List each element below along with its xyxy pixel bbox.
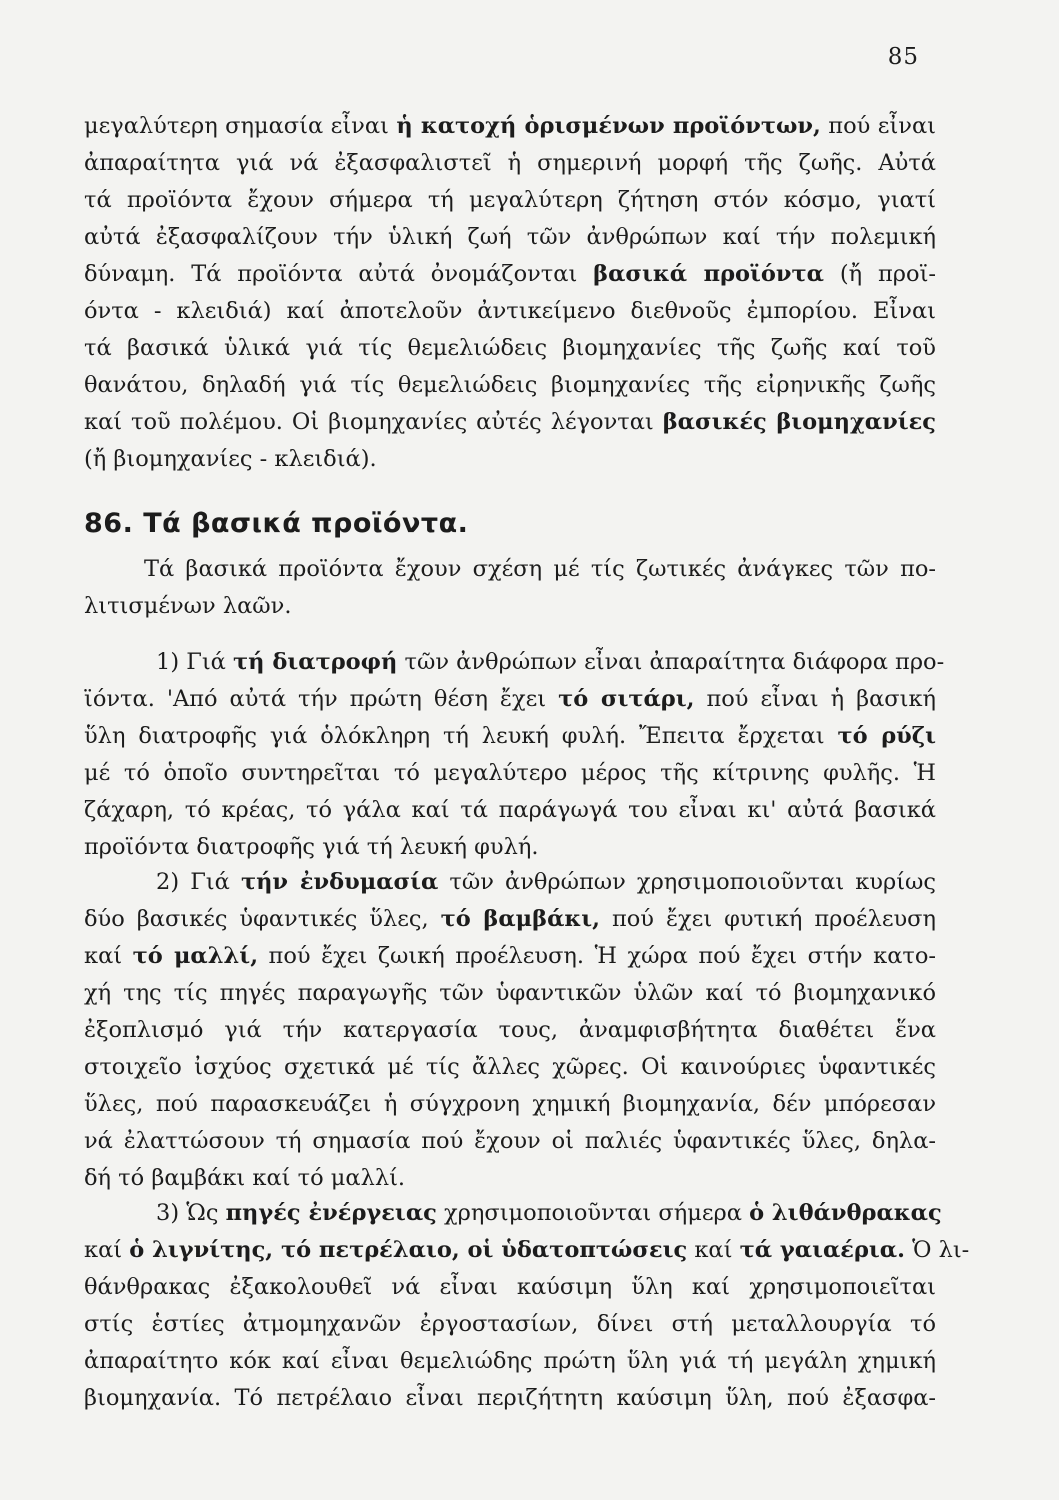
paragraph-energy: [84, 1195, 970, 1417]
text-line: Τά βασικά προϊόντα ἔχουν σχέση μέ τίς ζωτικές ἀνάγκες τῶν πο-: [144, 556, 936, 582]
text-line: θάνθρακας ἐξακολουθεῖ νά εἶναι καύσιμη ὕλη καί χρησιμοποιεῖται: [84, 1274, 936, 1300]
text-line: τά προϊόντα ἔχουν σήμερα τή μεγαλύτερη ζήτηση στόν κόσμο, γιατί: [84, 187, 936, 213]
text-line: 2) Γιά τήν ἐνδυμασία τῶν ἀνθρώπων χρησιμοποιοῦνται κυρίως: [156, 869, 936, 895]
text-line: δύναμη. Τά προϊόντα αὐτά ὀνομάζονται βασικά προϊόντα (ἤ προϊ-: [84, 261, 936, 287]
text-line: αὐτά ἐξασφαλίζουν τήν ὑλική ζωή τῶν ἀνθρώπων καί τήν πολεμική: [84, 224, 936, 250]
text-line: ἀπαραίτητο κόκ καί εἶναι θεμελιώδης πρώτη ὕλη γιά τή μεγάλη χημική: [84, 1348, 936, 1374]
page-number: 85: [887, 44, 919, 70]
text-line: λιτισμένων λαῶν.: [84, 593, 292, 619]
text-line: όντα - κλειδιά) καί ἀποτελοῦν ἀντικείμενο διεθνοῦς ἐμπορίου. Εἶναι: [84, 298, 936, 324]
text-line: ἐξοπλισμό γιά τήν κατεργασία τους, ἀναμφισβήτητα διαθέτει ἕνα: [84, 1017, 936, 1043]
text-line: καί τό μαλλί, πού ἔχει ζωική προέλευση. Ἡ χώρα πού ἔχει στήν κατο-: [84, 943, 936, 969]
text-line: ζάχαρη, τό κρέας, τό γάλα καί τά παράγωγά του εἶναι κι' αὐτά βασικά: [84, 797, 936, 823]
text-line: βιομηχανία. Τό πετρέλαιο εἶναι περιζήτητη καύσιμη ὕλη, πού ἐξασφα-: [84, 1385, 936, 1411]
text-line: θανάτου, δηλαδή γιά τίς θεμελιώδεις βιομηχανίες τῆς εἰρηνικῆς ζωῆς: [84, 372, 936, 398]
text-line: ἀπαραίτητα γιά νά ἐξασφαλιστεῖ ἡ σημερινή μορφή τῆς ζωῆς. Αὐτά: [84, 150, 936, 176]
text-line: στίς ἑστίες ἀτμομηχανῶν ἐργοστασίων, δίνει στή μεταλλουργία τό: [84, 1311, 936, 1337]
text-line: τά βασικά ὑλικά γιά τίς θεμελιώδεις βιομηχανίες τῆς ζωῆς καί τοῦ: [84, 335, 936, 361]
text-line: ϊόντα. 'Από αὐτά τήν πρώτη θέση ἔχει τό σιτάρι, πού εἶναι ἡ βασική: [84, 686, 936, 712]
paragraph-intro: [84, 108, 936, 478]
text-line: 3) Ὡς πηγές ἐνέργειας χρησιμοποιοῦνται σήμερα ὁ λιθάνθρακας: [156, 1200, 942, 1226]
paragraph-clothing: [84, 864, 936, 1197]
text-line: ὕλες, πού παρασκευάζει ἡ σύγχρονη χημική βιομηχανία, δέν μπόρεσαν: [84, 1091, 936, 1117]
text-line: στοιχεῖο ἰσχύος σχετικά μέ τίς ἄλλες χῶρες. Οἱ καινούριες ὑφαντικές: [84, 1054, 936, 1080]
text-line: ὕλη διατροφῆς γιά ὁλόκληρη τή λευκή φυλή. Ἔπειτα ἔρχεται τό ρύζι: [84, 723, 936, 749]
text-line: (ἤ βιομηχανίες - κλειδιά).: [84, 446, 377, 472]
text-line: προϊόντα διατροφῆς γιά τή λευκή φυλή.: [84, 834, 539, 860]
text-line: μεγαλύτερη σημασία εἶναι ἡ κατοχή ὁρισμένων προϊόντων, πού εἶναι: [84, 113, 936, 139]
paragraph-food: [84, 644, 945, 866]
section-heading: 86. Τά βασικά προϊόντα.: [84, 508, 469, 539]
text-line: 1) Γιά τή διατροφή τῶν ἀνθρώπων εἶναι ἀπαραίτητα διάφορα προ-: [156, 649, 945, 675]
text-line: καί τοῦ πολέμου. Οἱ βιομηχανίες αὐτές λέγονται βασικές βιομηχανίες: [84, 409, 936, 435]
text-line: χή της τίς πηγές παραγωγῆς τῶν ὑφαντικῶν ὑλῶν καί τό βιομηχανικό: [84, 980, 936, 1006]
paragraph-basic-products: [84, 551, 936, 625]
text-line: δύο βασικές ὑφαντικές ὕλες, τό βαμβάκι, πού ἔχει φυτική προέλευση: [84, 906, 937, 932]
text-line: καί ὁ λιγνίτης, τό πετρέλαιο, οἱ ὑδατοπτώσεις καί τά γαιαέρια. Ὁ λι-: [84, 1237, 970, 1263]
text-line: μέ τό ὁποῖο συντηρεῖται τό μεγαλύτερο μέρος τῆς κίτρινης φυλῆς. Ἡ: [84, 760, 936, 786]
text-line: δή τό βαμβάκι καί τό μαλλί.: [84, 1165, 406, 1191]
text-line: νά ἐλαττώσουν τή σημασία πού ἔχουν οἱ παλιές ὑφαντικές ὕλες, δηλα-: [84, 1128, 936, 1154]
